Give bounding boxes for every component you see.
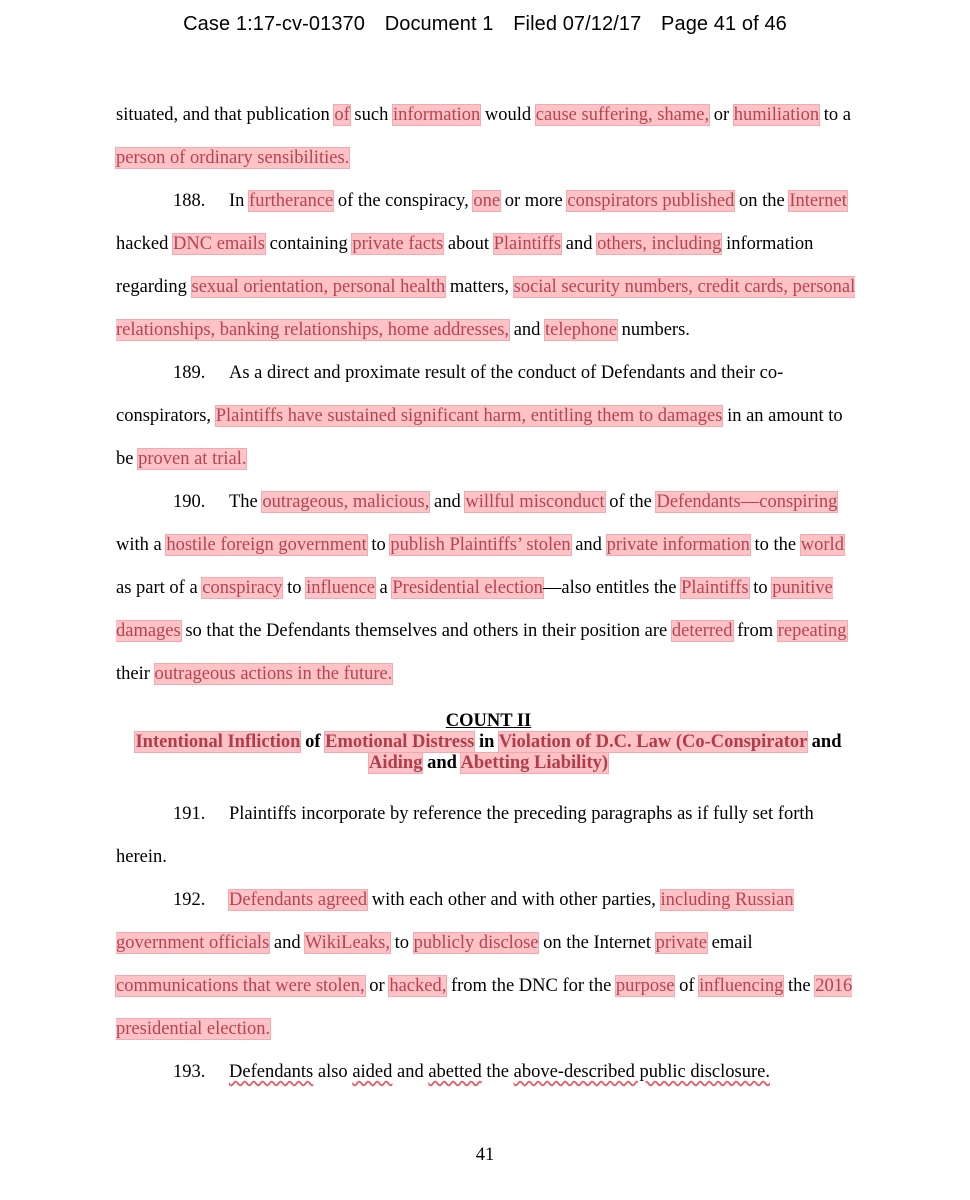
body-text: to [366, 535, 391, 555]
highlighted-text: proven at trial. [138, 449, 247, 469]
underlined-text: abetted [428, 1062, 482, 1082]
highlighted-text: telephone [545, 320, 617, 340]
case-number: Case 1:17-cv-01370 [183, 13, 366, 35]
body-text: or [709, 105, 734, 125]
body-text: and [807, 732, 842, 752]
body-text: in an amount to be [116, 406, 843, 469]
highlighted-text: deterred [671, 621, 733, 641]
highlighted-text: one [473, 191, 501, 211]
body-text: with a [116, 535, 167, 555]
body-text: with each other and with other parties, [367, 890, 661, 910]
highlighted-text: humiliation [733, 105, 820, 125]
body-text: email [706, 933, 753, 953]
body-text: and [392, 1062, 429, 1082]
highlighted-text: Internet [789, 191, 847, 211]
body-text: containing [265, 234, 353, 254]
highlighted-text: punitive damages [116, 578, 833, 641]
underlined-text: aided [352, 1062, 393, 1082]
body-text: on the [734, 191, 790, 211]
highlighted-text: WikiLeaks, [304, 933, 390, 953]
body-text: numbers. [616, 320, 690, 340]
filed-date: Filed 07/12/17 [513, 13, 642, 35]
highlighted-text: person of ordinary sensibilities. [116, 148, 350, 168]
body-text: such [349, 105, 393, 125]
body-text: in [474, 732, 499, 752]
body-text: a [374, 578, 393, 598]
highlighted-text: Violation of D.C. Law (Co-Conspirator [498, 732, 808, 752]
body-text: to [389, 933, 414, 953]
body-text: so that the Defendants themselves and others in their position are [180, 621, 672, 641]
highlighted-text: Intentional Infliction [135, 732, 301, 752]
body-text: situated, and that publication [116, 105, 335, 125]
paragraph-number: 190. [173, 492, 206, 512]
highlighted-text: DNC emails [173, 234, 265, 254]
count-title: COUNT II [445, 711, 532, 731]
highlighted-text: sexual orientation, personal health [191, 277, 446, 297]
document-number: Document 1 [384, 13, 494, 35]
highlighted-text: influencing [699, 976, 784, 996]
highlighted-text: Plaintiffs [493, 234, 562, 254]
highlighted-text: hostile foreign government [166, 535, 367, 555]
highlighted-text: social security numbers, credit cards, personal relationships, banking relationships, home addresses, [116, 277, 856, 340]
body-text: matters, [445, 277, 514, 297]
body-text: of the conspiracy, [333, 191, 474, 211]
underlined-text: above-described public disclosure. [513, 1062, 770, 1082]
highlighted-text: Emotional Distress [325, 732, 475, 752]
highlighted-text: of [334, 105, 350, 125]
paragraph [116, 180, 861, 352]
underlined-text: Defendants [229, 1062, 314, 1082]
paragraph [116, 879, 861, 1051]
highlighted-text: Aiding [368, 753, 423, 773]
body-text: their [116, 664, 155, 684]
highlighted-text: Plaintiffs have sustained significant harm, entitling them to damages [215, 406, 723, 426]
highlighted-text: purpose [615, 976, 675, 996]
paragraphs-bottom [116, 793, 861, 1094]
body-text: would [480, 105, 536, 125]
body-text: about [443, 234, 494, 254]
highlighted-text: Presidential election [392, 578, 543, 598]
highlighted-text: conspirators published [567, 191, 735, 211]
highlighted-text: repeating [777, 621, 847, 641]
body-text: and [429, 492, 466, 512]
highlighted-text: private [655, 933, 707, 953]
body-text: from the DNC for the [446, 976, 616, 996]
highlighted-text: outrageous actions in the future. [154, 664, 393, 684]
body-text: and [509, 320, 546, 340]
body-text: on the Internet [538, 933, 656, 953]
page-number: 41 [475, 1145, 495, 1165]
body-text: also [313, 1062, 353, 1082]
body-text: In [229, 191, 250, 211]
body-text: the [783, 976, 816, 996]
body-text: from [732, 621, 778, 641]
body-text: information regarding [116, 234, 814, 297]
body-text: and [561, 234, 598, 254]
paragraph-number: 192. [173, 890, 206, 910]
body-text: to [748, 578, 773, 598]
body-text: to a [819, 105, 851, 125]
highlighted-text: cause suffering, shame, [535, 105, 710, 125]
page-header [0, 13, 970, 36]
page-indicator: Page 41 of 46 [661, 13, 787, 35]
highlighted-text: publicly disclose [413, 933, 539, 953]
paragraph-number: 188. [173, 191, 206, 211]
highlighted-text: others, including [597, 234, 722, 254]
highlighted-text: furtherance [249, 191, 334, 211]
body-text: the [481, 1062, 514, 1082]
body-text: hacked [116, 234, 174, 254]
highlighted-text: communications that were stolen, [116, 976, 365, 996]
paragraph-number: 191. [173, 804, 206, 824]
highlighted-text: private information [606, 535, 750, 555]
body-text: as part of a [116, 578, 203, 598]
body-text: of [300, 732, 326, 752]
highlighted-text: hacked, [389, 976, 447, 996]
body-text: or [364, 976, 390, 996]
highlighted-text: Defendants—conspiring [656, 492, 838, 512]
body-text: and [570, 535, 607, 555]
body-text: to the [749, 535, 801, 555]
paragraph [116, 352, 861, 481]
highlighted-text: 2016 presidential election. [116, 976, 853, 1039]
paragraph [116, 1051, 861, 1094]
paragraph-number: 189. [173, 363, 206, 383]
highlighted-text: Defendants agreed [229, 890, 368, 910]
body-text: —also entitles the [542, 578, 682, 598]
body-text: As a direct and proximate result of the conduct of Defendants and their co-conspirators, [116, 363, 784, 426]
body-text: to [282, 578, 307, 598]
highlighted-text: world [800, 535, 844, 555]
highlighted-text: influence [306, 578, 375, 598]
paragraph [116, 793, 861, 879]
highlighted-text: publish Plaintiffs’ stolen [390, 535, 571, 555]
highlighted-text: including Russian government officials [116, 890, 794, 953]
paragraph [116, 481, 861, 696]
document-body [116, 94, 861, 1094]
highlighted-text: private facts [352, 234, 444, 254]
highlighted-text: willful misconduct [465, 492, 605, 512]
highlighted-text: conspiracy [202, 578, 283, 598]
highlighted-text: Abetting Liability) [460, 753, 609, 773]
count-subtitle [116, 732, 861, 774]
body-text: of the [604, 492, 657, 512]
body-text: of [674, 976, 700, 996]
paragraph [116, 94, 861, 180]
count-heading [116, 711, 861, 774]
highlighted-text: Plaintiffs [681, 578, 749, 598]
body-text: Plaintiffs incorporate by reference the preceding paragraphs as if fully set forth herein. [116, 804, 814, 867]
paragraphs-top [116, 94, 861, 696]
body-text: and [269, 933, 305, 953]
highlighted-text: information [392, 105, 481, 125]
body-text: The [229, 492, 263, 512]
body-text: or more [500, 191, 568, 211]
highlighted-text: outrageous, malicious, [262, 492, 430, 512]
body-text: and [422, 753, 461, 773]
paragraph-number: 193. [173, 1062, 206, 1082]
